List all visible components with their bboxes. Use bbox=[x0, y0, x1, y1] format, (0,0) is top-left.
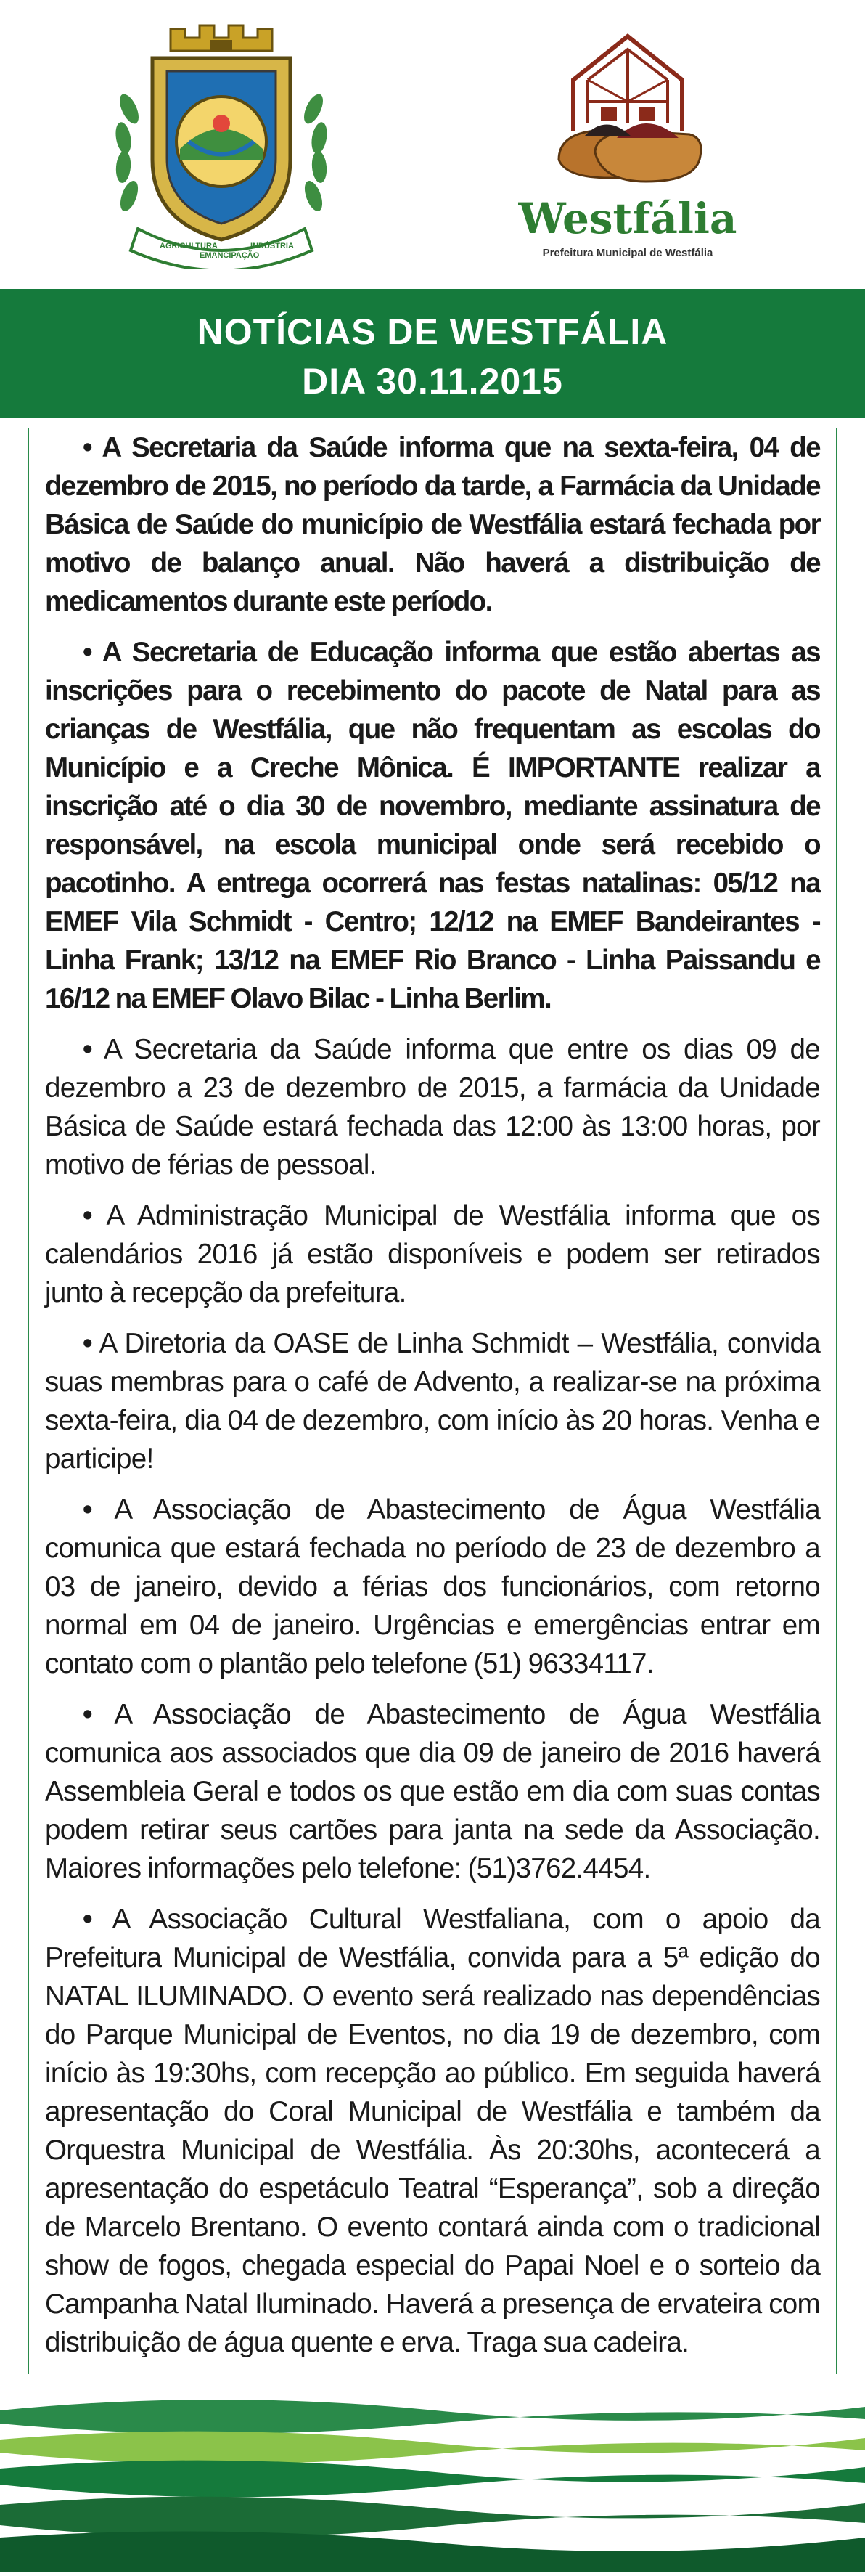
bullet-icon: • bbox=[83, 1200, 92, 1231]
brand-subtitle: Prefeitura Municipal de Westfália bbox=[542, 247, 713, 259]
news-list bbox=[28, 428, 837, 2374]
news-text: A Diretoria da OASE de Linha Schmidt – Westfália, convida suas membras para o café de Advento, a realizar-se na próxima sexta-feira, dia 04 de dezembro, com início às 20 horas. Venha e participe! bbox=[45, 1328, 821, 1475]
coat-of-arms-icon bbox=[102, 22, 341, 269]
news-text: A Associação de Abastecimento de Água Westfália comunica aos associados que dia 09 de janeiro de 2016 haverá Assembleia Geral e todos os que estão em dia com suas contas podem retirar seus cartões para janta na sede da Associação. Maiores informações pelo telefone: (51)3762.4454. bbox=[45, 1699, 820, 1884]
svg-text:AGRICULTURA: AGRICULTURA bbox=[160, 242, 218, 250]
news-text: A Associação de Abastecimento de Água Westfália comunica que estará fechada no período de 23 de dezembro a 03 de janeiro, devido a férias dos funcionários, com retorno normal em 04 de janeiro. Urgências e emergências entrar em contato com o plantão pelo telefone (51) 96334117. bbox=[45, 1494, 820, 1679]
news-item bbox=[45, 1491, 820, 1683]
header-logos bbox=[0, 0, 865, 287]
svg-text:EMANCIPAÇÃO: EMANCIPAÇÃO bbox=[200, 251, 260, 260]
page-title: NOTÍCIAS DE WESTFÁLIA bbox=[197, 311, 668, 352]
news-item bbox=[45, 428, 820, 621]
news-item bbox=[45, 1900, 820, 2362]
news-text: A Administração Municipal de Westfália informa que os calendários 2016 já estão disponíveis e podem ser retirados junto à recepção da prefeitura. bbox=[45, 1200, 821, 1308]
page-date: DIA 30.11.2015 bbox=[302, 361, 563, 402]
news-text: A Secretaria de Educação informa que estão abertas as inscrições para o recebimento do pacote de Natal para as crianças de Westfália, que não frequentam as escolas do Município e a Creche Mônica. É IMPORTANTE realizar a inscrição até o dia 30 de novembro, mediante assinatura de responsável, na escola municipal onde será recebido o pacotinho. A entrega ocorrerá nas festas natalinas: 05/12 na EMEF Vila Schmidt - Centro; 12/12 na EMEF Bandeirantes - Linha Frank; 13/12 na EMEF Rio Branco - Linha Paissandu e 16/12 na EMEF Olavo Bilac - Linha Berlim. bbox=[45, 637, 821, 1014]
westfalia-brand bbox=[508, 29, 747, 272]
news-text: A Secretaria da Saúde informa que na sexta-feira, 04 de dezembro de 2015, no período da tarde, a Farmácia da Unidade Básica de Saúde do município de Westfália estará fechada por motivo de balanço anual. Não haverá a distribuição de medicamentos durante este período. bbox=[45, 432, 821, 617]
news-item bbox=[45, 1030, 820, 1184]
svg-text:INDÚSTRIA: INDÚSTRIA bbox=[250, 242, 294, 250]
news-item bbox=[45, 1197, 820, 1312]
bullet-icon: • bbox=[83, 1904, 92, 1935]
news-item bbox=[45, 1695, 820, 1888]
brand-name: Westfália bbox=[518, 194, 737, 243]
bullet-icon: • bbox=[83, 637, 91, 668]
footer-wave-decoration bbox=[0, 2381, 865, 2572]
news-item bbox=[45, 1324, 820, 1478]
bullet-icon: • bbox=[83, 1328, 92, 1359]
news-text: A Secretaria da Saúde informa que entre os dias 09 de dezembro a 23 de dezembro de 2015, a farmácia da Unidade Básica de Saúde estará fechada das 12:00 às 13:00 horas, por motivo de férias de pessoal. bbox=[45, 1034, 821, 1181]
bullet-icon: • bbox=[83, 432, 91, 463]
bullet-icon: • bbox=[83, 1494, 92, 1525]
bullet-icon: • bbox=[83, 1034, 92, 1065]
bullet-icon: • bbox=[83, 1699, 92, 1730]
news-item bbox=[45, 633, 820, 1018]
news-text: A Associação Cultural Westfaliana, com o apoio da Prefeitura Municipal de Westfália, convida para a 5ª edição do NATAL ILUMINADO. O evento será realizado nas dependências do Parque Municipal de Eventos, no dia 19 de dezembro, com início às 19:30hs, com recepção ao público. Em seguida haverá apresentação do Coral Municipal de Westfália e também da Orquestra Municipal de Westfália. Às 20:30hs, acontecerá a apresentação do espetáculo Teatral “Esperança”, sob a direção de Marcelo Brentano. O evento contará ainda com o tradicional show de fogos, chegada especial do Papai Noel e o sorteio da Campanha Natal Iluminado. Haverá a presença de ervateira com distribuição de água quente e erva. Traga sua cadeira. bbox=[45, 1904, 820, 2358]
title-band bbox=[0, 289, 865, 418]
half-timbered-house-clogs-icon bbox=[544, 29, 711, 196]
